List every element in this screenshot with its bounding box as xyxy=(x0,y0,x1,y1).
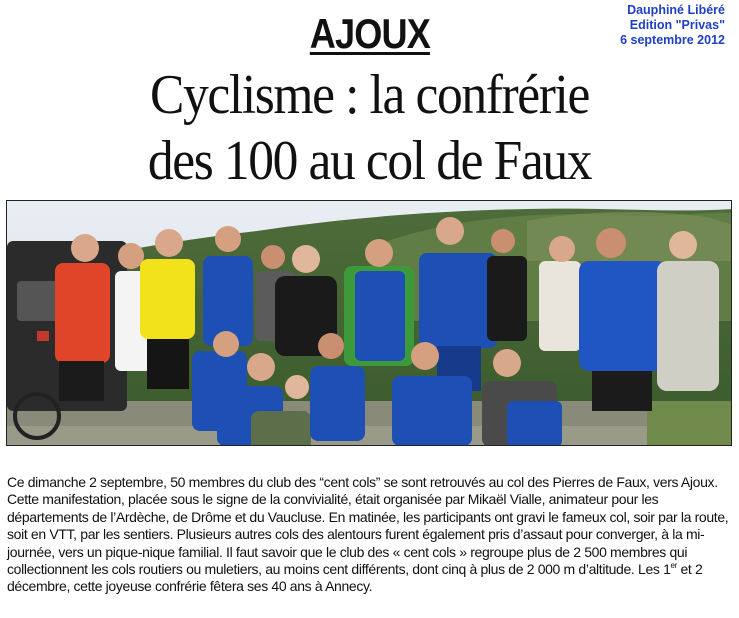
group-photo xyxy=(6,200,732,446)
newspaper-name: Dauphiné Libéré xyxy=(627,3,725,17)
article-body-text-end: et 2 décembre, cette joyeuse confrérie fêtera ses 40 ans à Annecy. xyxy=(7,561,703,595)
headline xyxy=(0,62,739,194)
publication-date: 6 septembre 2012 xyxy=(620,33,725,47)
article-body-text: Ce dimanche 2 septembre, 50 membres du club des “cent cols” se sont retrouvés au col des Pierres de Faux, vers Ajoux. Cette manifestation, placée sous le signe de la convivialité, était organisée par Mikaël Vialle, animateur pour les départements de l’Ardèche, de Drôme et du Vaucluse. En matinée, les participants ont gravi le fameux col, soir par la route, soit en VTT, par les sentiers. Plusieurs autres cols des alentours furent également pris d’assaut pour converger, à la mi-journée, vers un pique-nique familial. Il faut savoir que le club des « cent cols » regroupe plus de 2 500 membres qui collectionnent les cols routiers ou muletiers, au moins cent différents, dont cinq à plus de 2 000 m d’altitude. Les 1 xyxy=(7,474,729,578)
group-photo-illustration xyxy=(7,201,732,446)
edition-name: Edition "Privas" xyxy=(629,18,725,32)
ordinal-superscript: er xyxy=(670,561,677,571)
kicker-text: AJOUX xyxy=(309,10,430,57)
article-body xyxy=(7,474,733,596)
kicker xyxy=(0,10,739,58)
headline-line-1: Cyclisme : la confrérie xyxy=(150,64,589,126)
headline-line-2: des 100 au col de Faux xyxy=(147,130,592,192)
